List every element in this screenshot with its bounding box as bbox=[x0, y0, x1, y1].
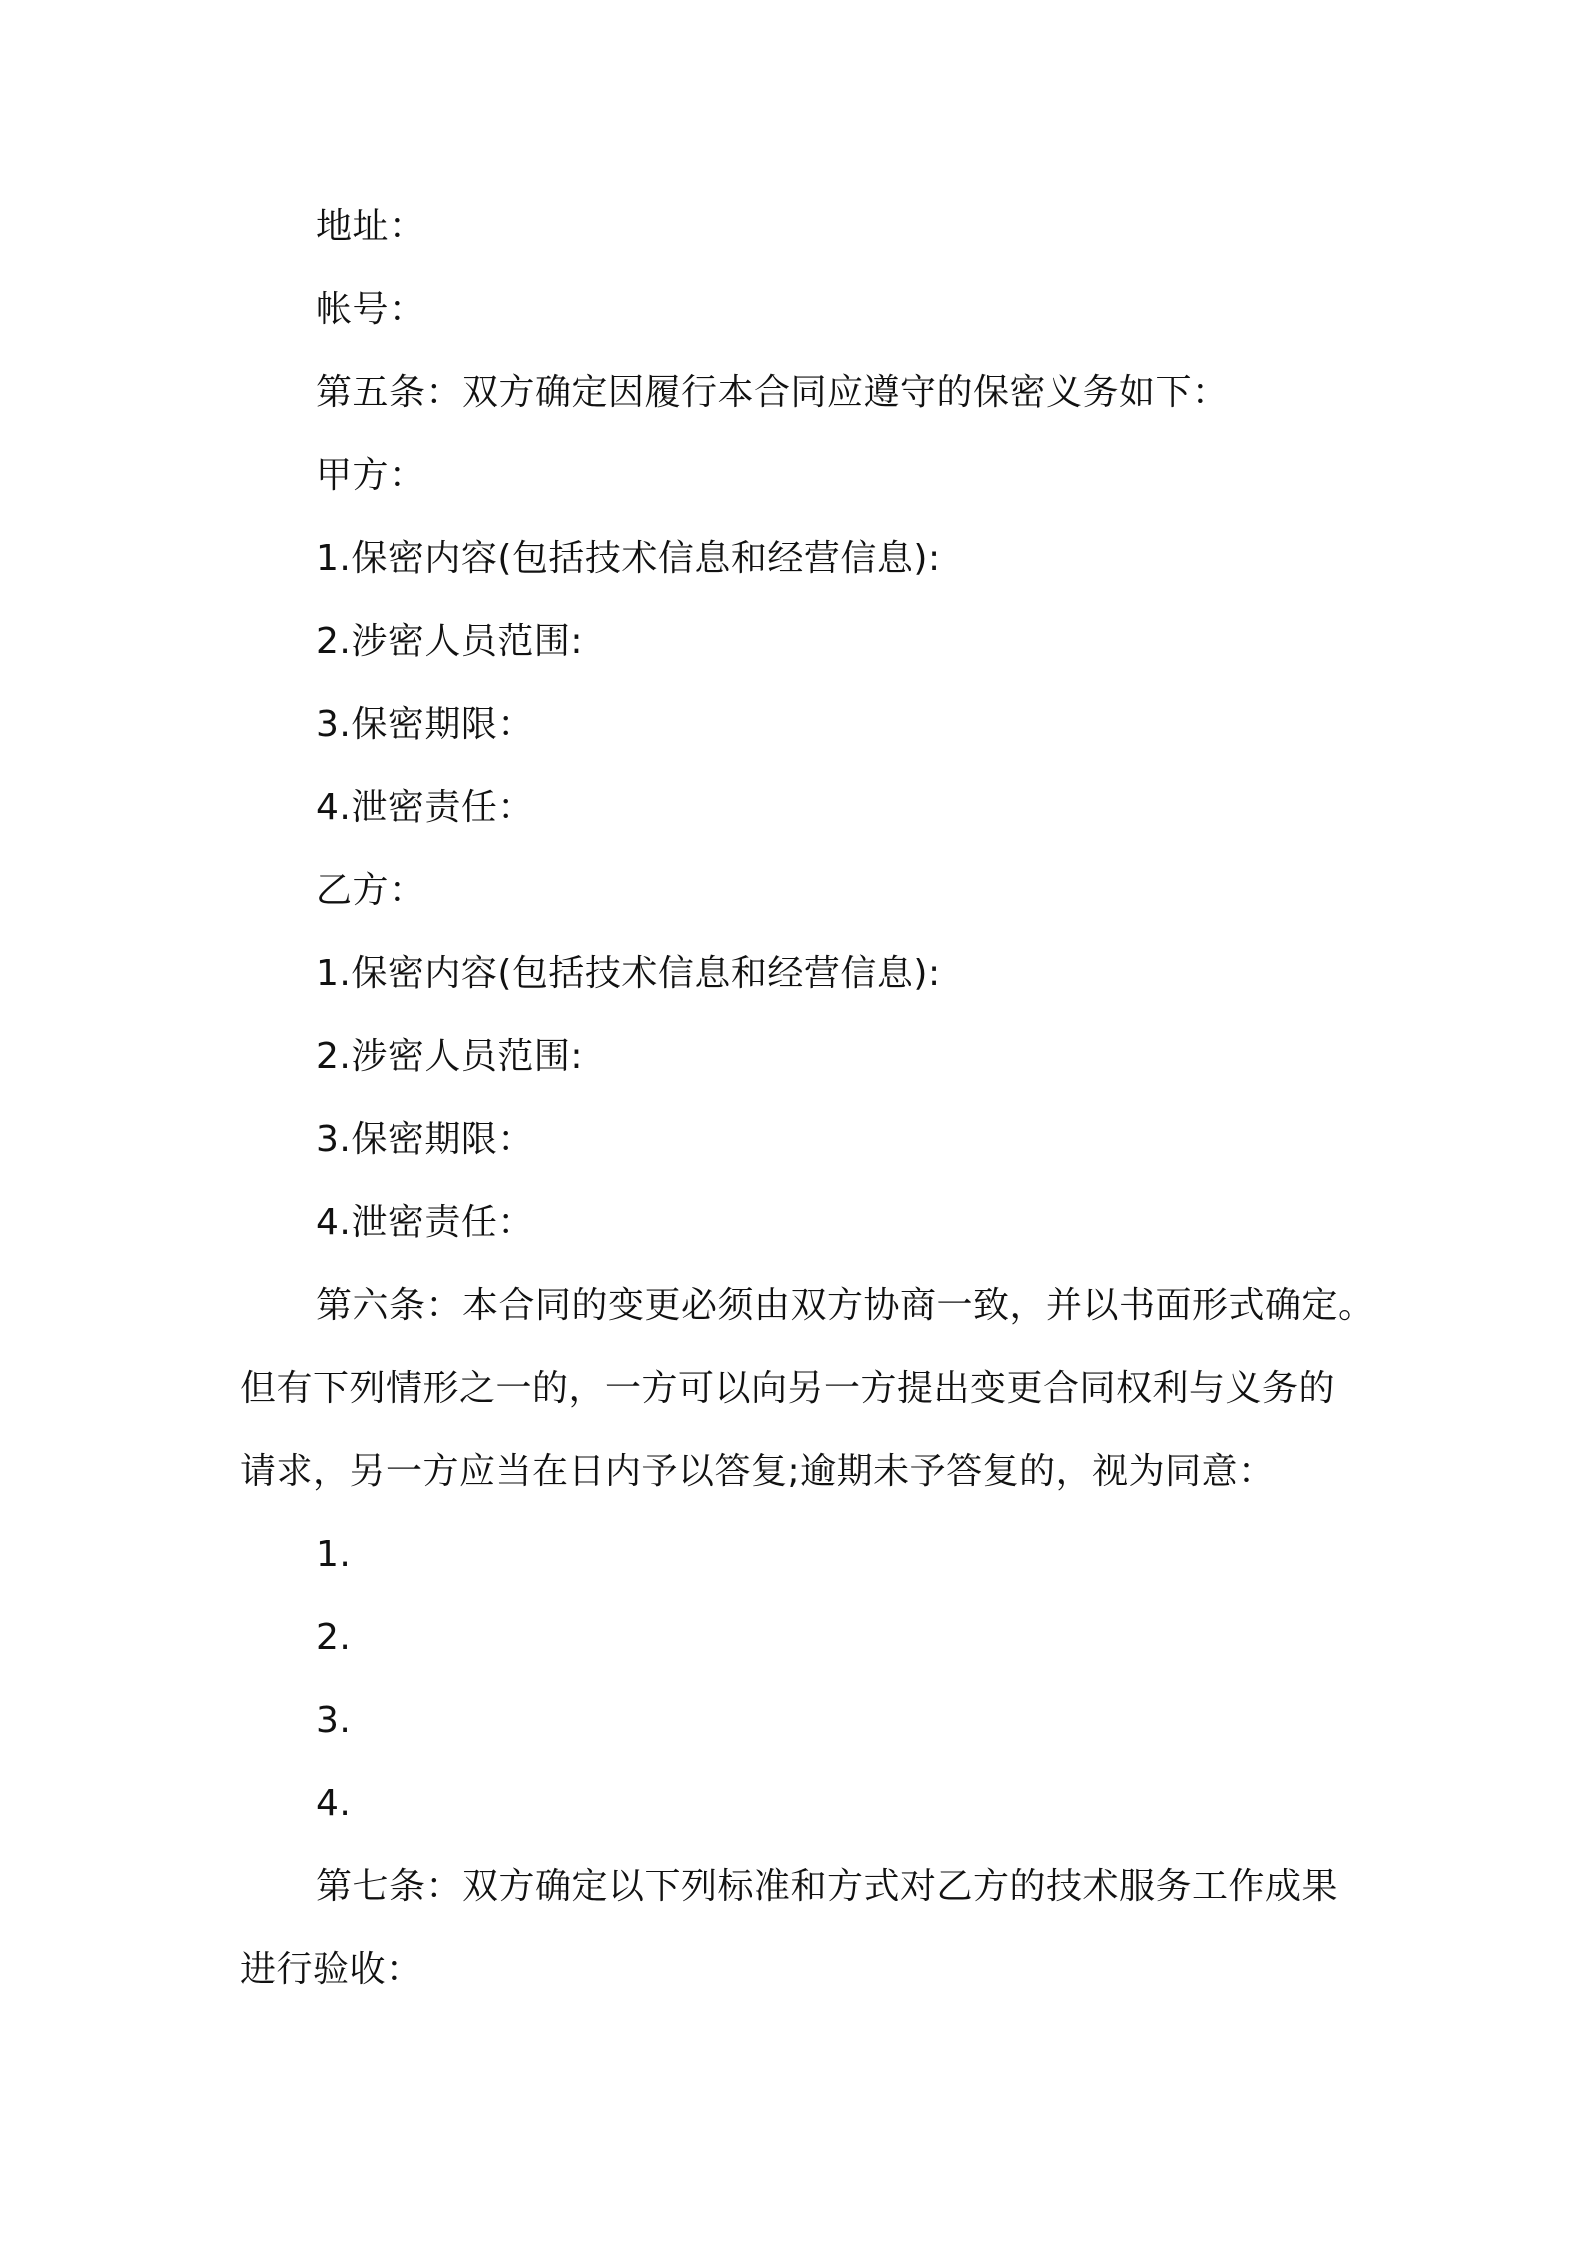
party-a-item-3: 3.保密期限： bbox=[316, 704, 534, 745]
article-6-line-3: 请求，另一方应当在日内予以答复;逾期未予答复的，视为同意： bbox=[240, 1451, 1275, 1492]
party-b-item-3: 3.保密期限： bbox=[316, 1119, 534, 1160]
party-b-label: 乙方： bbox=[316, 870, 426, 911]
article-6-item-3: 3. bbox=[316, 1700, 352, 1741]
party-a-item-2: 2.涉密人员范围: bbox=[316, 621, 583, 662]
party-b-item-4: 4.泄密责任： bbox=[316, 1202, 534, 1243]
article-6-item-1: 1. bbox=[316, 1534, 352, 1575]
party-b-item-1: 1.保密内容(包括技术信息和经营信息): bbox=[316, 953, 941, 994]
article-7-line-1: 第七条：双方确定以下列标准和方式对乙方的技术服务工作成果 bbox=[316, 1866, 1339, 1907]
article-6-item-2: 2. bbox=[316, 1617, 352, 1658]
party-a-label: 甲方： bbox=[316, 455, 426, 496]
article-6-line-1: 第六条：本合同的变更必须由双方协商一致，并以书面形式确定。 bbox=[316, 1285, 1375, 1326]
party-b-item-2: 2.涉密人员范围: bbox=[316, 1036, 583, 1077]
article-7-line-2: 进行验收： bbox=[240, 1949, 423, 1990]
party-a-item-1: 1.保密内容(包括技术信息和经营信息): bbox=[316, 538, 941, 579]
article-5-heading: 第五条：双方确定因履行本合同应遵守的保密义务如下： bbox=[316, 372, 1229, 413]
article-6-line-2: 但有下列情形之一的，一方可以向另一方提出变更合同权利与义务的 bbox=[240, 1368, 1336, 1409]
account-line: 帐号： bbox=[316, 289, 426, 330]
article-6-item-4: 4. bbox=[316, 1783, 352, 1824]
address-line: 地址： bbox=[316, 206, 426, 247]
party-a-item-4: 4.泄密责任： bbox=[316, 787, 534, 828]
